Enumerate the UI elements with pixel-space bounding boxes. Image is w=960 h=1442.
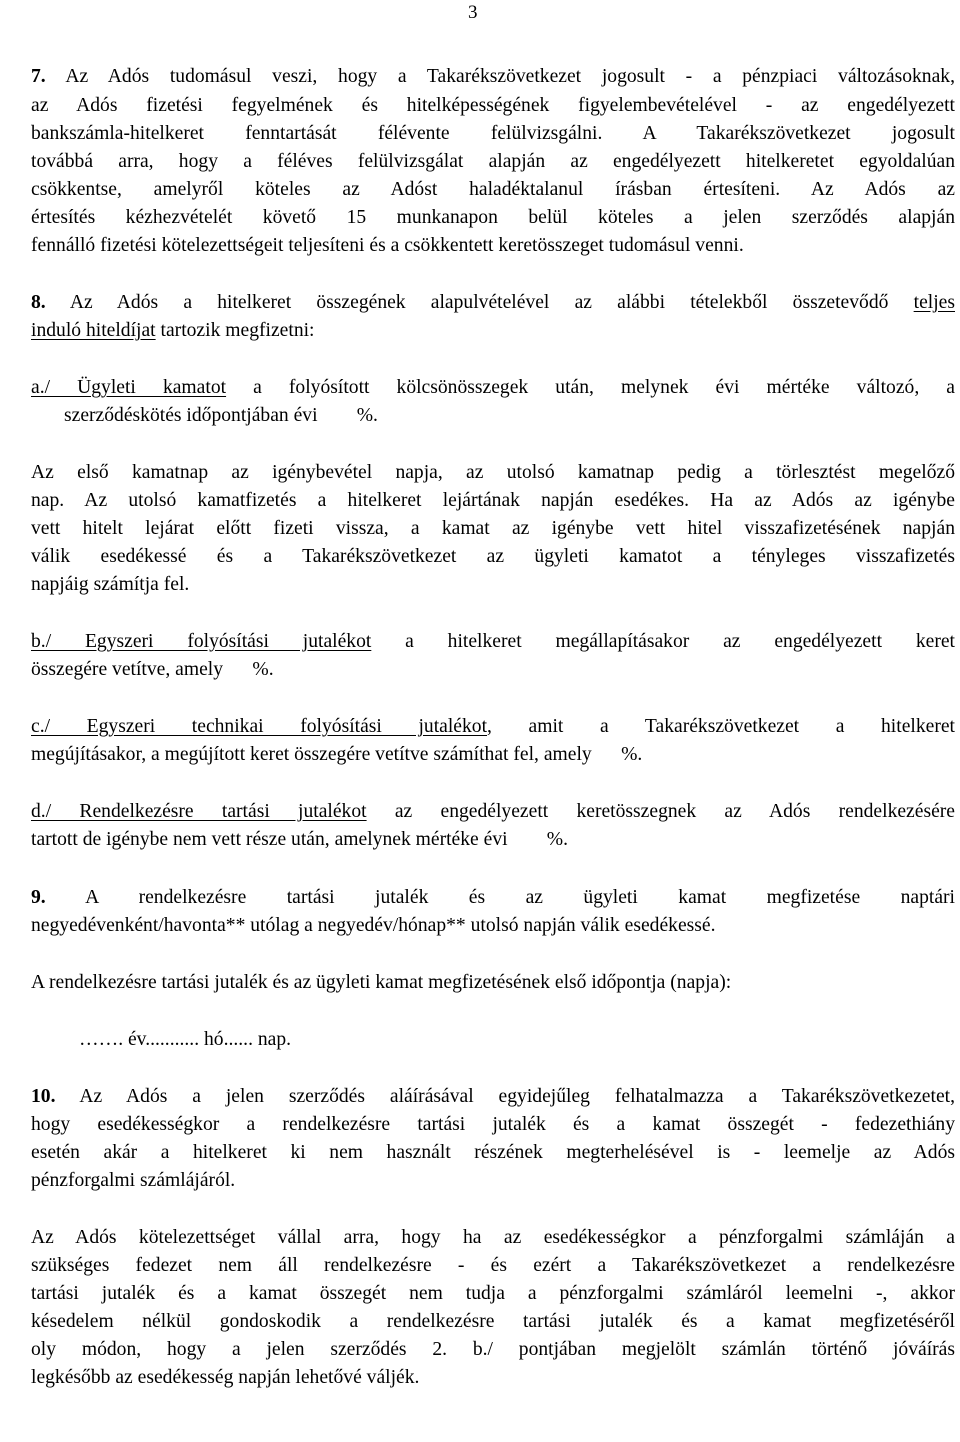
sec7-line-1: 7. Az Adós tudomásul veszi, hogy a Takarékszövetkezet jogosult - a pénzpiaci változásoknak, <box>31 66 955 87</box>
interest-para-line-5: napjáig számítja fel. <box>31 574 190 595</box>
sec9-line-1: 9. A rendelkezésre tartási jutalék és az ügyleti kamat megfizetése naptári <box>31 887 955 908</box>
item-d-label: d./ Rendelkezésre tartási jutalékot <box>31 801 367 822</box>
sec7-line-3: bankszámla-hitelkeret fenntartását félévente felülvizsgálni. A Takarékszövetkezet jogosult <box>31 123 955 144</box>
sec10-number: 10. <box>31 1086 56 1107</box>
obligation-line-3: tartási jutalék és a kamat összegét nem tudja a pénzforgalmi számláról leemelni -, akkor <box>31 1283 955 1304</box>
item-a-line-1: a./ Ügyleti kamatot a folyósított kölcsönösszegek után, melynek évi mértéke változó, a <box>31 377 955 398</box>
sec9-number: 9. <box>31 887 46 908</box>
obligation-line-4: késedelem nélkül gondoskodik a rendelkezésre tartási jutalék és a kamat megfizetéséről <box>31 1311 955 1332</box>
interest-para-line-3: vett hitelt lejárat előtt fizeti vissza, a kamat az igénybe vett hitel visszafizetésének napján <box>31 518 955 539</box>
sec7-line-7: fennálló fizetési kötelezettségeit teljesíteni és a csökkentett keretösszeget tudomásul venni. <box>31 235 744 256</box>
sec8-line-2: induló hiteldíjat tartozik megfizetni: <box>31 320 315 341</box>
sec9-line-3: A rendelkezésre tartási jutalék és az ügyleti kamat megfizetésének első időpontja (napja): <box>31 972 732 993</box>
interest-para-line-4: válik esedékessé és a Takarékszövetkezet az ügyleti kamatot a tényleges visszafizetés <box>31 546 955 567</box>
sec10-line-1: 10. Az Adós a jelen szerződés aláírásával egyidejűleg felhatalmazza a Takarékszövetkezetet, <box>31 1086 955 1107</box>
item-b-label: b./ Egyszeri folyósítási jutalékot <box>31 631 372 652</box>
item-a-label: a./ Ügyleti kamatot <box>31 377 227 398</box>
obligation-line-1: Az Adós kötelezettséget vállal arra, hogy ha az esedékességkor a pénzforgalmi számláján a <box>31 1227 955 1248</box>
page-number: 3 <box>468 2 478 23</box>
sec9-line-2: negyedévenként/havonta** utólag a negyedév/hónap** utolsó napján válik esedékessé. <box>31 915 716 936</box>
sec7-line-5: csökkentse, amelyről köteles az Adóst haladéktalanul írásban értesíteni. Az Adós az <box>31 179 955 200</box>
item-d-line-1: d./ Rendelkezésre tartási jutalékot az engedélyezett keretösszegnek az Adós rendelkezésére <box>31 801 955 822</box>
interest-para-line-2: nap. Az utolsó kamatfizetés a hitelkeret lejártának napján esedékes. Ha az Adós az igénybe <box>31 490 955 511</box>
item-c-line-2: megújításakor, a megújított keret összegére vetítve számíthat fel, amely %. <box>31 744 643 765</box>
sec7-number: 7. <box>31 66 46 87</box>
sec7-line-6: értesítés kézhezvételét követő 15 munkanapon belül köteles a jelen szerződés alapján <box>31 207 955 228</box>
interest-para-line-1: Az első kamatnap az igénybevétel napja, az utolsó kamatnap pedig a törlesztést megelőző <box>31 462 955 483</box>
sec8-number: 8. <box>31 292 46 313</box>
sec7-line-4: továbbá arra, hogy a féléves felülvizsgálat alapján az engedélyezett hitelkeretet egyoldalúan <box>31 151 955 172</box>
sec9-date-line: ……. év........... hó...... nap. <box>79 1029 292 1050</box>
item-d-line-2: tartott de igénybe nem vett része után, amelynek mértéke évi %. <box>31 829 568 850</box>
item-c-label: c./ Egyszeri technikai folyósítási jutalékot <box>31 716 488 737</box>
sec7-line-2: az Adós fizetési fegyelmének és hitelképességének figyelembevételével - az engedélyezett <box>31 95 955 116</box>
sec10-line-3: esetén akár a hitelkeret ki nem használt részének megterhelésével is - leemelje az Adós <box>31 1142 955 1163</box>
item-b-line-2: összegére vetítve, amely %. <box>31 659 274 680</box>
obligation-line-2: szükséges fedezet nem áll rendelkezésre - és ezért a Takarékszövetkezet a rendelkezésre <box>31 1255 955 1276</box>
sec10-line-4: pénzforgalmi számlájáról. <box>31 1170 236 1191</box>
item-a-line-2: szerződéskötés időpontjában évi %. <box>64 405 378 426</box>
obligation-line-5: oly módon, hogy a jelen szerződés 2. b./ pontjában megjelölt számlán történő jóváírás <box>31 1339 955 1360</box>
item-c-line-1: c./ Egyszeri technikai folyósítási jutalékot, amit a Takarékszövetkezet a hitelkeret <box>31 716 955 737</box>
sec10-line-2: hogy esedékességkor a rendelkezésre tartási jutalék és a kamat összegét - fedezethiány <box>31 1114 955 1135</box>
item-b-line-1: b./ Egyszeri folyósítási jutalékot a hitelkeret megállapításakor az engedélyezett keret <box>31 631 955 652</box>
sec8-line-1: 8. Az Adós a hitelkeret összegének alapulvételével az alábbi tételekből összetevődő teljes <box>31 292 955 313</box>
obligation-line-6: legkésőbb az esedékesség napján lehetővé váljék. <box>31 1367 420 1388</box>
